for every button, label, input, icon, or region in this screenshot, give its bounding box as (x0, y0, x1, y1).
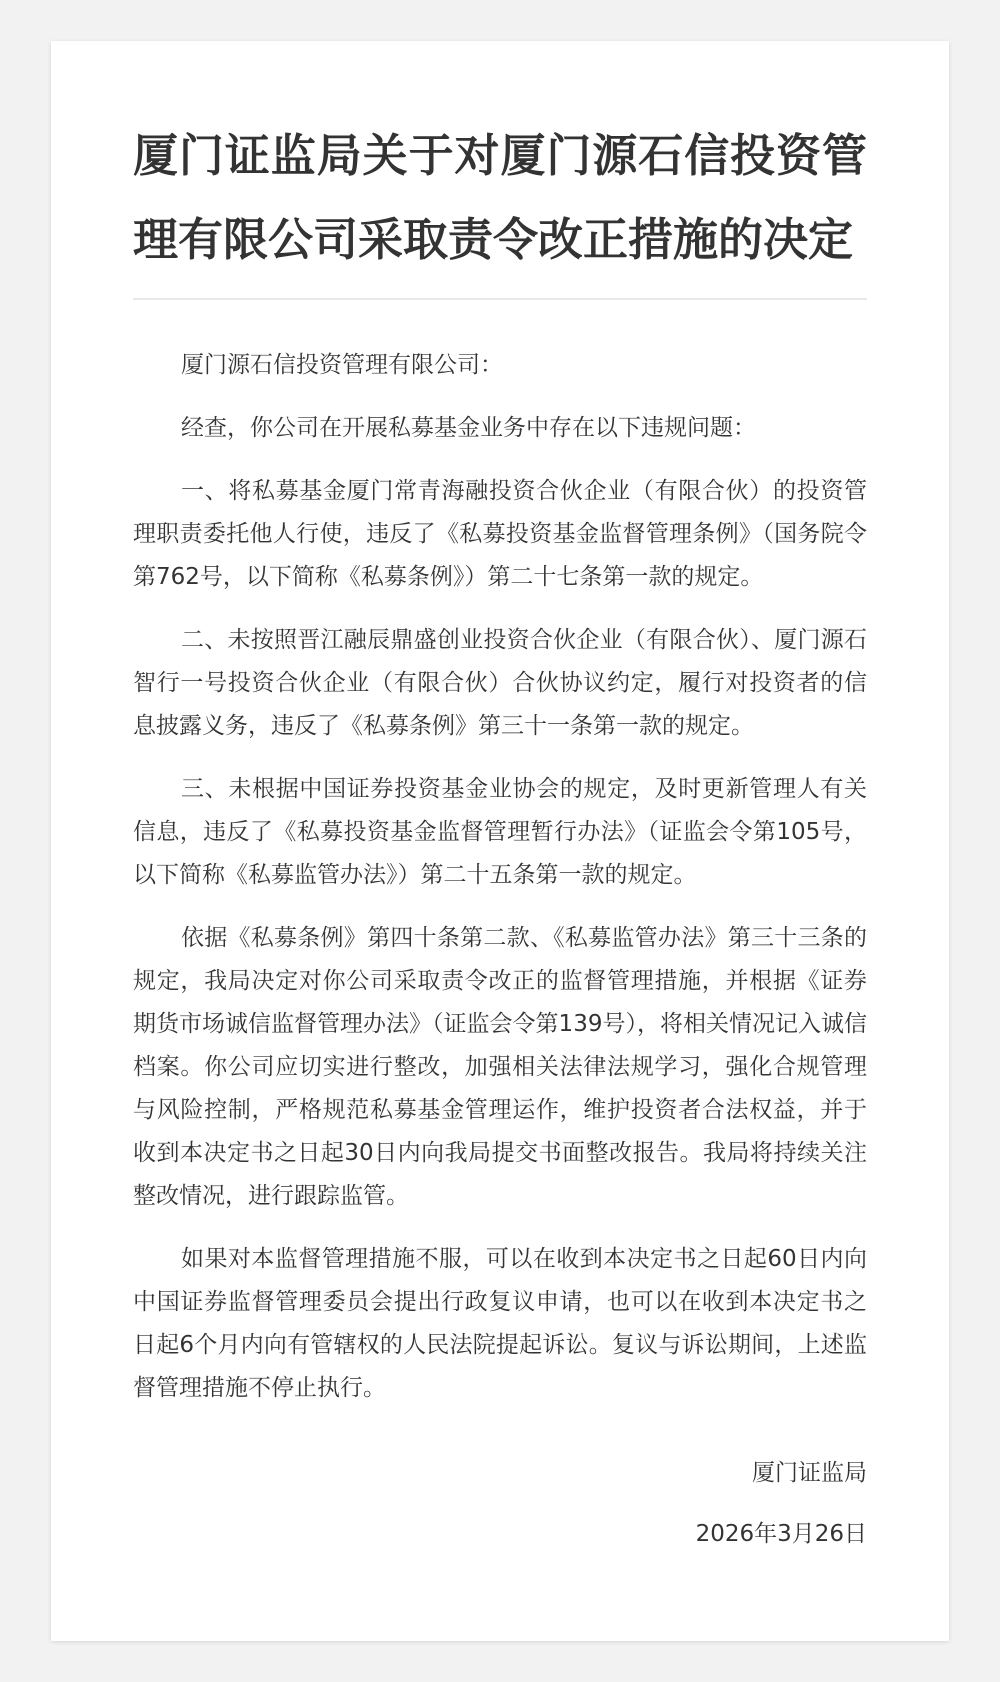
paragraph-findings-intro: 经查，你公司在开展私募基金业务中存在以下违规问题： (181, 415, 756, 441)
document-title: 厦门证监局关于对厦门源石信投资管理有限公司采取责令改正措施的决定 (133, 129, 867, 266)
salutation: 厦门源石信投资管理有限公司： (181, 352, 503, 378)
paragraph-violation-1: 一、将私募基金厦门常青海融投资合伙企业（有限合伙）的投资管理职责委托他人行使，违反了《私募投资基金监督管理条例》（国务院令第762号，以下简称《私募条例》）第二十七条第一款的规定。 (133, 478, 867, 590)
issue-date: 2026年3月26日 (695, 1521, 867, 1547)
paragraph-decision: 依据《私募条例》第四十条第二款、《私募监管办法》第三十三条的规定，我局决定对你公司采取责令改正的监督管理措施，并根据《证券期货市场诚信监督管理办法》（证监会令第139号），将相关情况记入诚信档案。你公司应切实进行整改，加强相关法律法规学习，强化合规管理与风险控制，严格规范私募基金管理运作，维护投资者合法权益，并于收到本决定书之日起30日内向我局提交书面整改报告。我局将持续关注整改情况，进行跟踪监管。 (133, 925, 867, 1209)
issuer-signature: 厦门证监局 (752, 1460, 867, 1486)
paragraph-appeal: 如果对本监督管理措施不服，可以在收到本决定书之日起60日内向中国证券监督管理委员会提出行政复议申请，也可以在收到本决定书之日起6个月内向有管辖权的人民法院提起诉讼。复议与诉讼期间，上述监督管理措施不停止执行。 (133, 1246, 867, 1401)
paragraph-violation-3: 三、未根据中国证券投资基金业协会的规定，及时更新管理人有关信息，违反了《私募投资基金监督管理暂行办法》（证监会令第105号，以下简称《私募监管办法》）第二十五条第一款的规定。 (133, 776, 867, 888)
document-body (133, 344, 867, 1410)
paragraph-violation-2: 二、未按照晋江融辰鼎盛创业投资合伙企业（有限合伙）、厦门源石智行一号投资合伙企业（有限合伙）合伙协议约定，履行对投资者的信息披露义务，违反了《私募条例》第三十一条第一款的规定。 (133, 627, 867, 739)
document-card (51, 41, 949, 1641)
title-divider (133, 298, 867, 300)
